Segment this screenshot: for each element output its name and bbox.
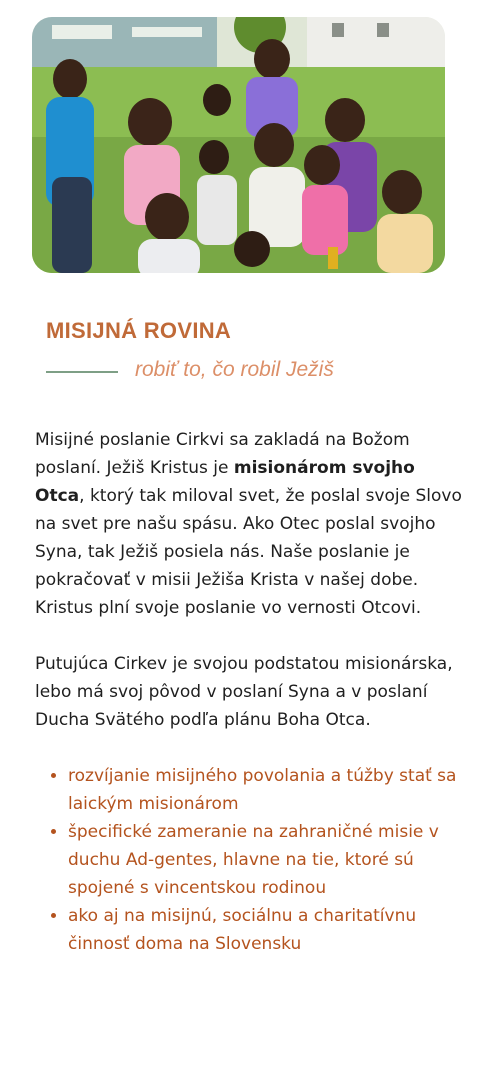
paragraph-mission (35, 426, 465, 622)
children-photo (32, 17, 445, 273)
paragraph-mission-part1: Misijné poslanie Cirkvi sa zakladá na Božom poslaní. Ježiš Kristus je (35, 430, 410, 478)
subtitle-divider (46, 371, 118, 373)
paragraph-mission-bold: misionárom svojho Otca (35, 458, 415, 506)
subtitle-row (46, 358, 426, 388)
list-item: • ako aj na misijnú, sociálnu a charitatívnu činnosť doma na Slovensku (68, 902, 465, 958)
paragraph-church: Putujúca Cirkev je svojou podstatou misionárska, lebo má svoj pôvod v poslaní Syna a v poslaní Ducha Svätého podľa plánu Boha Otca. (35, 654, 453, 730)
content-body (35, 426, 465, 958)
section-heading: MISIJNÁ ROVINA (46, 318, 232, 343)
list-item: • špecifické zameranie na zahraničné misie v duchu Ad-gentes, hlavne na tie, ktoré sú spojené s vincentskou rodinou (68, 818, 465, 902)
paragraph-mission-part2: , ktorý tak miloval svet, že poslal svoje Slovo na svet pre našu spásu. Ako Otec poslal svojho Syna, tak Ježiš posiela nás. Naše poslanie je pokračovať v misii Ježiša Krista v našej dobe. Kristus plní svoje poslanie vo vernosti Otcovi. (35, 486, 462, 618)
section-header (46, 318, 446, 381)
section-subtitle: robiť to, čo robil Ježiš (135, 358, 334, 381)
list-item: • rozvíjanie misijného povolania a túžby stať sa laickým misionárom (68, 762, 465, 818)
goals-list (35, 762, 465, 958)
hero-image (32, 17, 445, 273)
